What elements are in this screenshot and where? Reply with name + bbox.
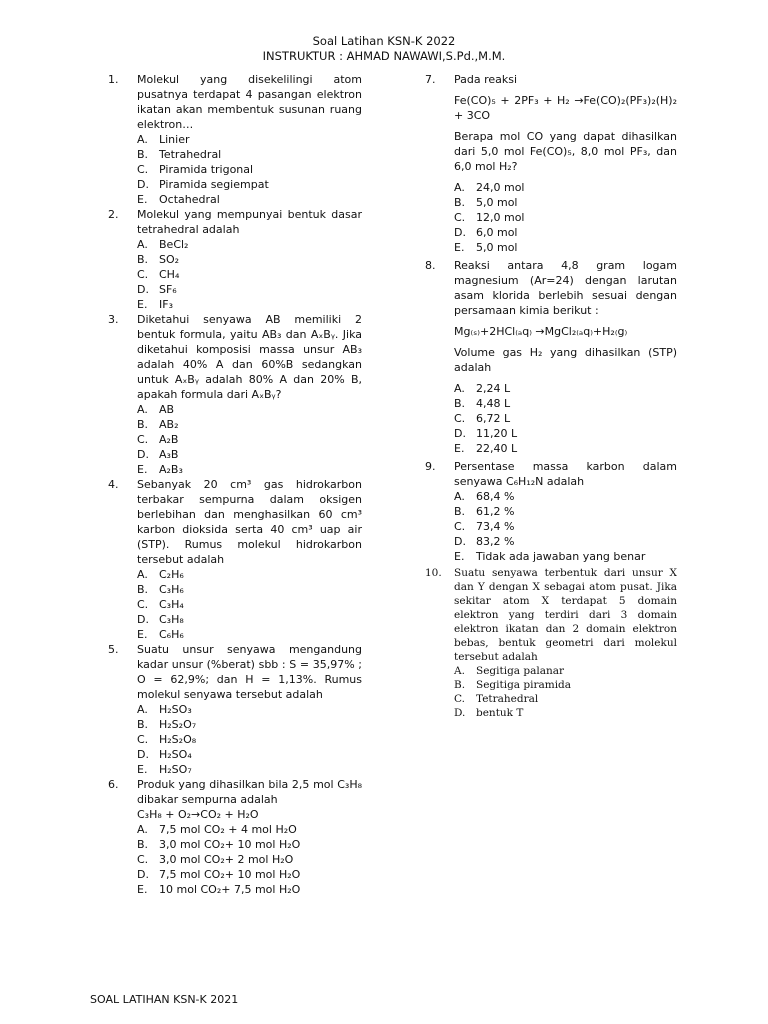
reaction-equation: Mg₍ₛ₎+2HCl₍ₐq₎ →MgCl₂₍ₐq₎+H₂₍g₎ (454, 325, 628, 338)
answer-option (454, 210, 677, 225)
question-1 (108, 72, 362, 207)
answer-option (137, 822, 362, 837)
answer-option (454, 225, 677, 240)
option-letter: B. (137, 583, 149, 596)
question-stem: Pada reaksi (454, 73, 518, 86)
option-letter: E. (137, 298, 148, 311)
page-footer: SOAL LATIHAN KSN-K 2021 (90, 993, 239, 1006)
answer-option (454, 692, 677, 706)
left-column (108, 72, 362, 897)
option-letter: A. (454, 665, 465, 677)
option-letter: B. (137, 253, 149, 266)
option-letter: B. (454, 196, 466, 209)
option-text: 5,0 mol (476, 196, 518, 209)
option-letter: C. (137, 268, 149, 281)
option-text: 24,0 mol (476, 181, 525, 194)
option-text: CH₄ (159, 268, 180, 281)
question-number: 2. (108, 208, 119, 221)
option-text: Octahedral (159, 193, 220, 206)
option-letter: B. (137, 418, 149, 431)
answer-option (137, 567, 362, 582)
option-text: AB (159, 403, 175, 416)
option-letter: D. (137, 178, 149, 191)
question-number: 3. (108, 313, 119, 326)
option-letter: C. (137, 598, 149, 611)
option-letter: B. (137, 718, 149, 731)
answer-option (137, 282, 362, 297)
question-number: 5. (108, 643, 119, 656)
option-text: BeCl₂ (159, 238, 189, 251)
option-letter: A. (137, 238, 148, 251)
option-letter: B. (454, 505, 466, 518)
answer-option (137, 882, 362, 897)
option-letter: E. (137, 463, 148, 476)
option-text: 3,0 mol CO₂+ 2 mol H₂O (159, 853, 294, 866)
option-text: H₂S₂O₇ (159, 718, 197, 731)
option-text: C₃H₈ (159, 613, 184, 626)
option-letter: E. (454, 241, 465, 254)
option-text: A₂B₃ (159, 463, 183, 476)
option-letter: A. (137, 568, 148, 581)
option-text: Segitiga piramida (476, 679, 572, 691)
question-number: 9. (425, 460, 436, 473)
option-text: Piramida trigonal (159, 163, 254, 176)
option-letter: B. (454, 397, 466, 410)
option-text: H₂SO₃ (159, 703, 192, 716)
answer-option (454, 678, 677, 692)
option-letter: B. (137, 148, 149, 161)
question-7 (425, 72, 677, 255)
option-letter: E. (454, 442, 465, 455)
answer-option (137, 762, 362, 777)
reaction-equation: Fe(CO)₅ + 2PF₃ + H₂ →Fe(CO)₂(PF₃)₂(H)₂ + 3CO (454, 94, 677, 122)
question-9 (425, 459, 677, 564)
question-stem: Sebanyak 20 cm³ gas hidrokarbon terbakar sempurna dalam oksigen berlebihan dan menghasilkan 60 cm³ karbon dioksida serta 40 cm³ uap air (STP). Rumus molekul hidrokarbon tersebut adalah (137, 478, 362, 566)
option-letter: D. (137, 613, 149, 626)
option-text: Tetrahedral (159, 148, 222, 161)
option-text: C₂H₆ (159, 568, 184, 581)
option-letter: C. (137, 163, 149, 176)
answer-option (454, 504, 677, 519)
question-8 (425, 258, 677, 456)
option-letter: C. (454, 211, 466, 224)
option-letter: C. (454, 412, 466, 425)
option-text: 73,4 % (476, 520, 515, 533)
option-letter: C. (454, 520, 466, 533)
option-text: 7,5 mol CO₂+ 10 mol H₂O (159, 868, 301, 881)
instructor-line: INSTRUKTUR : AHMAD NAWAWI,S.Pd.,M.M. (262, 49, 506, 63)
option-text: H₂S₂O₈ (159, 733, 197, 746)
question-number: 7. (425, 73, 436, 86)
option-text: Tetrahedral (476, 693, 539, 705)
option-text: A₂B (159, 433, 179, 446)
answer-option (137, 627, 362, 642)
answer-option (137, 717, 362, 732)
option-text: SF₆ (159, 283, 177, 296)
option-text: C₃H₄ (159, 598, 184, 611)
answer-option (454, 706, 677, 720)
question-number: 10. (425, 567, 442, 579)
option-text: bentuk T (476, 707, 524, 719)
answer-option (137, 732, 362, 747)
answer-option (454, 396, 677, 411)
option-letter: A. (137, 403, 148, 416)
answer-option (454, 534, 677, 549)
option-letter: C. (137, 733, 149, 746)
question-number: 4. (108, 478, 119, 491)
option-letter: E. (137, 883, 148, 896)
answer-option (137, 162, 362, 177)
question-stem: Molekul yang disekelilingi atom pusatnya terdapat 4 pasangan elektron ikatan akan membentuk susunan ruang elektron… (137, 73, 362, 131)
answer-option (454, 195, 677, 210)
answer-option (454, 664, 677, 678)
answer-option (454, 519, 677, 534)
option-letter: A. (454, 181, 465, 194)
option-text: 12,0 mol (476, 211, 525, 224)
answer-option (137, 747, 362, 762)
answer-option (137, 582, 362, 597)
option-letter: D. (454, 226, 466, 239)
answer-option (137, 402, 362, 417)
answer-option (137, 612, 362, 627)
option-text: A₃B (159, 448, 179, 461)
option-letter: A. (137, 133, 148, 146)
option-text: 6,72 L (476, 412, 511, 425)
answer-option (454, 426, 677, 441)
option-letter: A. (137, 703, 148, 716)
option-letter: D. (137, 748, 149, 761)
question-number: 8. (425, 259, 436, 272)
question-2 (108, 207, 362, 312)
answer-option (454, 411, 677, 426)
question-stem: Suatu senyawa terbentuk dari unsur X dan Y dengan X sebagai atom pusat. Jika sekitar atom X terdapat 5 domain elektron yang terdiri dari 3 domain elektron ikatan dan 2 domain elektron bebas, bentuk geometri dari molekul tersebut adalah (454, 567, 677, 663)
answer-option (137, 267, 362, 282)
option-text: AB₂ (159, 418, 179, 431)
option-text: H₂SO₄ (159, 748, 192, 761)
answer-option (137, 837, 362, 852)
option-text: 61,2 % (476, 505, 515, 518)
question-stem: Reaksi antara 4,8 gram logam magnesium (Ar=24) dengan larutan asam klorida berlebih sesuai dengan persamaan kimia berikut : (454, 259, 677, 317)
question-stem: Produk yang dihasilkan bila 2,5 mol C₃H₈ dibakar sempurna adalah (137, 778, 362, 806)
option-text: Tidak ada jawaban yang benar (476, 550, 646, 563)
option-text: 5,0 mol (476, 241, 518, 254)
option-letter: D. (454, 707, 466, 719)
option-text: Segitiga palanar (476, 665, 565, 677)
option-text: C₆H₆ (159, 628, 184, 641)
answer-option (137, 702, 362, 717)
answer-option (137, 252, 362, 267)
question-6 (108, 777, 362, 897)
option-text: 11,20 L (476, 427, 518, 440)
question-5 (108, 642, 362, 777)
option-text: H₂SO₇ (159, 763, 192, 776)
option-letter: E. (137, 628, 148, 641)
answer-option (454, 180, 677, 195)
page-header (0, 34, 768, 64)
option-letter: A. (137, 823, 148, 836)
answer-option (137, 417, 362, 432)
option-letter: E. (137, 763, 148, 776)
answer-option (137, 867, 362, 882)
option-letter: D. (454, 427, 466, 440)
question-4 (108, 477, 362, 642)
option-letter: B. (454, 679, 466, 691)
option-letter: E. (454, 550, 465, 563)
answer-option (137, 447, 362, 462)
option-text: 10 mol CO₂+ 7,5 mol H₂O (159, 883, 301, 896)
option-letter: D. (137, 868, 149, 881)
question-3 (108, 312, 362, 477)
question-stem: Molekul yang mempunyai bentuk dasar tetrahedral adalah (137, 208, 362, 236)
option-text: 4,48 L (476, 397, 511, 410)
reaction-equation: C₃H₈ + O₂→CO₂ + H₂O (137, 808, 259, 821)
question-10 (425, 566, 677, 720)
answer-option (137, 177, 362, 192)
option-text: 7,5 mol CO₂ + 4 mol H₂O (159, 823, 297, 836)
answer-option (137, 147, 362, 162)
option-text: 83,2 % (476, 535, 515, 548)
question-stem-continued: Berapa mol CO yang dapat dihasilkan dari 5,0 mol Fe(CO)₅, 8,0 mol PF₃, dan 6,0 mol H₂? (454, 130, 677, 173)
page-title: Soal Latihan KSN-K 2022 (312, 34, 456, 48)
option-letter: C. (137, 853, 149, 866)
option-letter: A. (454, 490, 465, 503)
option-letter: B. (137, 838, 149, 851)
option-text: 6,0 mol (476, 226, 518, 239)
answer-option (454, 240, 677, 255)
option-letter: D. (137, 283, 149, 296)
answer-option (137, 237, 362, 252)
option-text: Piramida segiempat (159, 178, 269, 191)
answer-option (137, 192, 362, 207)
right-column (425, 72, 677, 720)
option-text: SO₂ (159, 253, 180, 266)
option-text: 2,24 L (476, 382, 511, 395)
option-text: Linier (159, 133, 190, 146)
answer-option (137, 852, 362, 867)
option-letter: D. (137, 448, 149, 461)
answer-option (137, 462, 362, 477)
option-text: 22,40 L (476, 442, 518, 455)
option-letter: C. (454, 693, 465, 705)
question-stem: Persentase massa karbon dalam senyawa C₆H₁₂N adalah (454, 460, 677, 488)
answer-option (137, 432, 362, 447)
option-text: IF₃ (159, 298, 173, 311)
question-stem: Diketahui senyawa AB memiliki 2 bentuk formula, yaitu AB₃ dan AₓBᵧ. Jika diketahui komposisi massa unsur AB₃ adalah 40% A dan 60%B sedangkan untuk AₓBᵧ adalah 80% A dan 20% B, apakah formula dari AₓBᵧ? (137, 313, 362, 401)
option-letter: A. (454, 382, 465, 395)
question-stem: Suatu unsur senyawa mengandung kadar unsur (%berat) sbb : S = 35,97% ; O = 62,9%; dan H = 1,13%. Rumus molekul senyawa tersebut adalah (137, 643, 362, 701)
option-text: 68,4 % (476, 490, 515, 503)
option-letter: D. (454, 535, 466, 548)
answer-option (454, 549, 677, 564)
answer-option (137, 132, 362, 147)
option-letter: C. (137, 433, 149, 446)
answer-option (454, 441, 677, 456)
option-text: C₃H₆ (159, 583, 184, 596)
question-stem-continued: Volume gas H₂ yang dihasilkan (STP) adalah (454, 346, 677, 374)
question-number: 1. (108, 73, 119, 86)
question-number: 6. (108, 778, 119, 791)
option-letter: E. (137, 193, 148, 206)
answer-option (137, 297, 362, 312)
answer-option (454, 381, 677, 396)
option-text: 3,0 mol CO₂+ 10 mol H₂O (159, 838, 301, 851)
answer-option (137, 597, 362, 612)
answer-option (454, 489, 677, 504)
